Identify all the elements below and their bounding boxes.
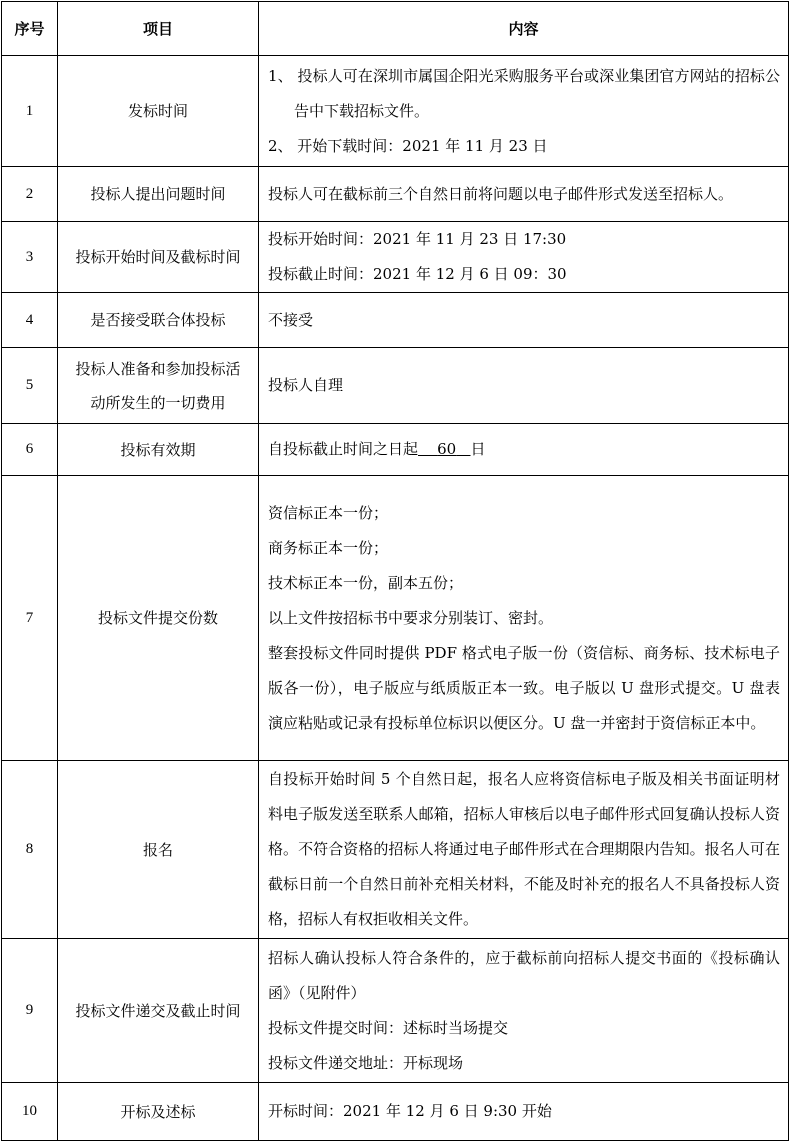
content-line: 不接受 <box>268 310 314 329</box>
table-header-row <box>2 2 789 56</box>
row-item: 发标时间 <box>58 56 259 167</box>
row-item: 投标有效期 <box>58 424 259 476</box>
row-item: 投标人提出问题时间 <box>58 167 259 222</box>
table-row <box>2 222 789 293</box>
row-item: 开标及述标 <box>58 1083 259 1141</box>
row-number: 4 <box>2 293 58 348</box>
table-row <box>2 939 789 1083</box>
table-row <box>2 56 789 167</box>
row-item: 投标开始时间及截标时间 <box>58 222 259 293</box>
table-row <box>2 293 789 348</box>
row-number: 1 <box>2 56 58 167</box>
row-number: 8 <box>2 761 58 939</box>
row-number: 10 <box>2 1083 58 1141</box>
row-number: 3 <box>2 222 58 293</box>
content-line: 技术标正本一份，副本五份； <box>268 573 464 592</box>
row-content <box>259 1083 789 1141</box>
row-content <box>259 348 789 424</box>
content-line: 自投标开始时间 5 个自然日起，报名人应将资信标电子版及相关书面证明材料电子版发送至联系人邮箱，招标人审核后以电子邮件形式回复确认投标人资格。不符合资格的招标人将通过电子邮件形式在合理期限内告知。报名人可在截标日前一个自然日前补充相关材料，不能及时补充的报名人不具备投标人资格，招标人有权拒收相关文件。 <box>268 770 780 928</box>
validity-prefix: 自投标截止时间之日起 <box>268 440 419 458</box>
row-content <box>259 222 789 293</box>
validity-days <box>418 440 470 458</box>
content-line: 投标开始时间：2021 年 11 月 23 日 17:30 <box>268 230 567 248</box>
row-number: 5 <box>2 348 58 424</box>
row-item: 投标人准备和参加投标活动所发生的一切费用 <box>58 348 259 424</box>
table-row <box>2 167 789 222</box>
bid-info-table <box>1 1 789 1141</box>
row-item: 是否接受联合体投标 <box>58 293 259 348</box>
table-row <box>2 476 789 761</box>
row-content <box>259 476 789 761</box>
row-content <box>259 293 789 348</box>
row-content <box>259 167 789 222</box>
row-content <box>259 761 789 939</box>
content-line: 商务标正本一份； <box>268 538 389 557</box>
content-line: 投标人自理 <box>268 376 344 394</box>
table-row <box>2 1083 789 1141</box>
row-item: 投标文件递交及截止时间 <box>58 939 259 1083</box>
table-row <box>2 761 789 939</box>
content-line: 招标人确认投标人符合条件的，应于截标前向招标人提交书面的《投标确认函》（见附件） <box>268 948 780 1002</box>
header-item: 项目 <box>58 2 259 56</box>
header-content: 内容 <box>259 2 789 56</box>
validity-days-value: 60 <box>437 440 457 458</box>
row-content <box>259 939 789 1083</box>
row-item: 报名 <box>58 761 259 939</box>
row-content <box>259 424 789 476</box>
row-item: 投标文件提交份数 <box>58 476 259 761</box>
content-line: 投标人可在截标前三个自然日前将问题以电子邮件形式发送至招标人。 <box>268 184 734 203</box>
row-content <box>259 56 789 167</box>
content-line: 资信标正本一份； <box>268 503 389 522</box>
content-line <box>268 432 780 467</box>
header-seq: 序号 <box>2 2 58 56</box>
row-number: 2 <box>2 167 58 222</box>
content-line: 以上文件按招标书中要求分别装订、密封。 <box>268 608 554 627</box>
table-row <box>2 348 789 424</box>
validity-suffix: 日 <box>470 440 486 458</box>
row-number: 9 <box>2 939 58 1083</box>
content-line: 2、 开始下载时间：2021 年 11 月 23 日 <box>268 136 548 155</box>
content-line: 投标文件递交地址：开标现场 <box>268 1053 464 1072</box>
content-line: 1、 投标人可在深圳市属国企阳光采购服务平台或深业集团官方网站的招标公告中下载招标文件。 <box>268 66 780 120</box>
content-line: 整套投标文件同时提供 PDF 格式电子版一份（资信标、商务标、技术标电子版各一份），电子版应与纸质版正本一致。电子版以 U 盘形式提交。U 盘表演应粘贴或记录有投标单位标识以便区分。U 盘一并密封于资信标正本中。 <box>268 643 780 732</box>
content-line: 投标截止时间：2021 年 12 月 6 日 09：30 <box>268 265 567 283</box>
table-row <box>2 424 789 476</box>
row-number: 6 <box>2 424 58 476</box>
content-line: 开标时间：2021 年 12 月 6 日 9:30 开始 <box>268 1102 552 1120</box>
content-line: 投标文件提交时间：述标时当场提交 <box>268 1018 509 1037</box>
row-number: 7 <box>2 476 58 761</box>
